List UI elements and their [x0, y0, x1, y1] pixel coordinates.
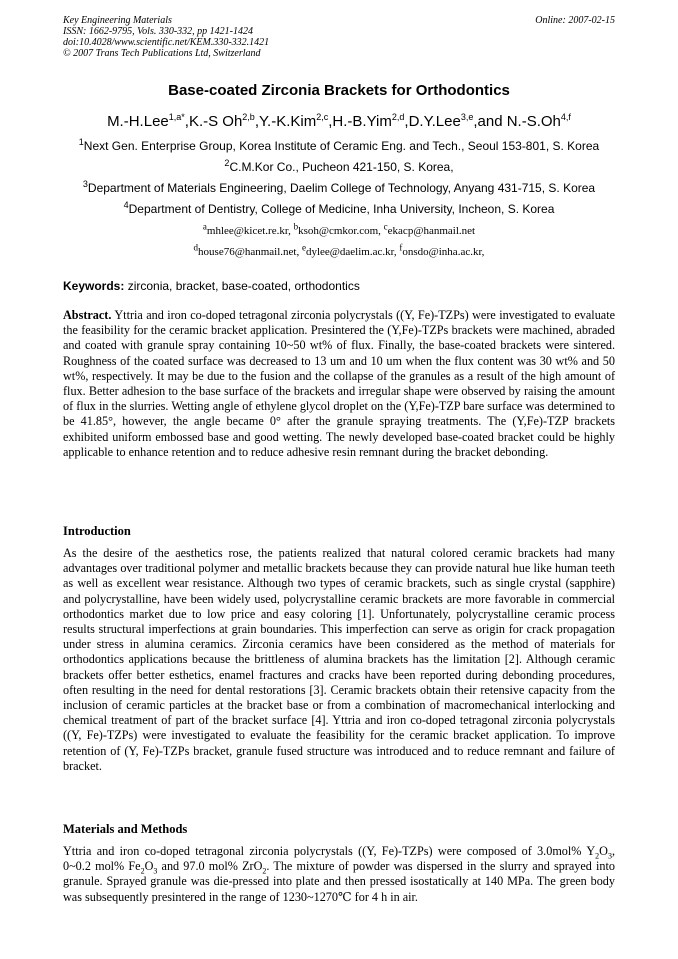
- email-link[interactable]: dylee@daelim.ac.kr,: [305, 246, 400, 258]
- author: D.Y.Lee$^{3,e}$,and: [408, 112, 507, 130]
- journal-header: [63, 15, 615, 59]
- abstract: [63, 308, 615, 460]
- copyright-line: © 2007 Trans Tech Publications Ltd, Switzerland: [63, 48, 261, 59]
- online-date: Online: 2007-02-15: [535, 15, 615, 26]
- issn-line: ISSN: 1662-9795, Vols. 330-332, pp 1421-1424: [63, 26, 253, 37]
- doi-line: doi:10.4028/www.scientific.net/KEM.330-332.1421: [63, 37, 270, 48]
- author: N.-S.Oh$^{4,f}$: [506, 112, 571, 130]
- keywords-text: zirconia, bracket, base-coated, orthodontics: [127, 279, 360, 293]
- email-link[interactable]: ekacp@hanmail.net: [387, 225, 476, 237]
- email-link[interactable]: ksoh@cmkor.com,: [298, 225, 384, 237]
- email-line-2: $^d$house76@hanmail.net, $^e$dylee@daelim.ac.kr, $^f$onsdo@inha.ac.kr,: [193, 242, 485, 258]
- author: H.-B.Yim$^{2,d}$,: [332, 112, 409, 130]
- methods-text: Yttria and iron co-doped tetragonal zirconia polycrystals ((Y, Fe)-TZPs) were composed of 3.0mol% $Y_2O_3$, 0~0.2 mol% $Fe_2O_3$ and 97.0 mol% ZrO$_2$. The mixture of powder was dispersed in the slurry and sprayed into granule. Sprayed granule was die-pressed into plate and then pressed isostatically at 140 MPa. The green body was subsequently presintered in the range of 1230~1270℃ for 4 h in air.: [63, 844, 615, 904]
- introduction-text: As the desire of the aesthetics rose, the patients realized that natural colored ceramic brackets had many advantages over traditional polymer and metallic brackets because they can provide natural hue like human teeth as well as excellent wear resistance. Although two types of ceramic brackets, such as single crystal (sapphire) and polycrystalline, have been widely used, polycrystalline ceramic brackets are more favorable in commercial orthodontics market due to low price and easy coloring [1]. Unfortunately, polycrystalline ceramic process results structural imperfections at grain boundaries. This imperfection can serve as origin for crack propagation under stress in alumina ceramics. Zirconia ceramics have been considered as the method of materials for orthodontics applications because the brittleness of alumina brackets has the limitation [2]. Although ceramic brackets offer better esthetics, enamel fractures and cracks have been reported during debonding procedures, often resulting in the need for dental restorations [3]. Ceramic brackets obtain their retensive capacity from the inclusion of ceramic particles at the bracket base or from a combination of macromechanical interlocking and chemical treatment of part of the bracket surface [4]. Yttria and iron co-doped tetragonal zirconia polycrystals ((Y, Fe)-TZPs) were investigated to evaluate the feasibility for the ceramic bracket application. To improve retention of (Y, Fe)-TZPs bracket, granule fused structure was introduced and to reduce remnant and failure of bracket.: [63, 546, 615, 773]
- affiliation-1: $^1$Next Gen. Enterprise Group, Korea Institute of Ceramic Eng. and Tech., Seoul 153-801, S. Korea: [78, 137, 600, 153]
- paper-title: Base-coated Zirconia Brackets for Orthodontics: [168, 82, 510, 99]
- methods-heading: Materials and Methods: [63, 822, 188, 836]
- author: K.-S Oh$^{2,b}$,: [188, 112, 259, 130]
- email-line-1: $^a$mhlee@kicet.re.kr, $^b$ksoh@cmkor.com, $^c$ekacp@hanmail.net: [202, 221, 476, 237]
- author-list: [0, 113, 678, 130]
- email-link[interactable]: mhlee@kicet.re.kr,: [206, 225, 294, 237]
- author: Y.-K.Kim$^{2,c}$,: [258, 112, 333, 130]
- abstract-text: Yttria and iron co-doped tetragonal zirconia polycrystals ((Y, Fe)-TZPs) were investigated to evaluate the feasibility for the ceramic bracket application. Presintered the (Y,Fe)-TZPs brackets were machined, abraded and coated with granule spray containing 10~50 wt% of flux. Finally, the base-coated brackets were sintered. Roughness of the coated surface was decreased to 13 um and 10 um when the flux content was 30 wt% and 50 wt%, respectively. It may be due to the fusion and the collapse of the granules as a result of the high amount of flux. Better adhesion to the base surface of the brackets and irregular shape were observed by raising the amount of flux in the slurries. Wetting angle of ethylene glycol droplet on the (Y,Fe)-TZP bare surface was determined to be 41.85°, however, the angle became 0° after the granule spraying treatments. The (Y,Fe)-TZP brackets exhibited uniform embossed base and good wetting. The newly developed base-coated bracket could be highly applicable to enhance retention and to reduce adhesive resin remnant during the bracket debonding.: [63, 308, 615, 459]
- affiliation-4: $^4$Department of Dentistry, College of Medicine, Inha University, Incheon, S. Korea: [123, 200, 555, 216]
- abstract-label: Abstract.: [63, 308, 112, 322]
- keywords-label: Keywords:: [63, 279, 125, 293]
- keywords: [63, 279, 615, 293]
- introduction-heading: Introduction: [63, 524, 131, 538]
- journal-name: Key Engineering Materials: [63, 15, 172, 26]
- affiliation-3: $^3$Department of Materials Engineering, Daelim College of Technology, Anyang 431-715, S. Korea: [82, 179, 596, 195]
- email-link[interactable]: house76@hanmail.net,: [198, 246, 302, 258]
- author: M.-H.Lee$^{1,a*}$,: [107, 112, 189, 130]
- affiliation-2: $^2$C.M.Kor Co., Pucheon 421-150, S. Korea,: [224, 158, 454, 174]
- email-link[interactable]: onsdo@inha.ac.kr,: [402, 246, 485, 258]
